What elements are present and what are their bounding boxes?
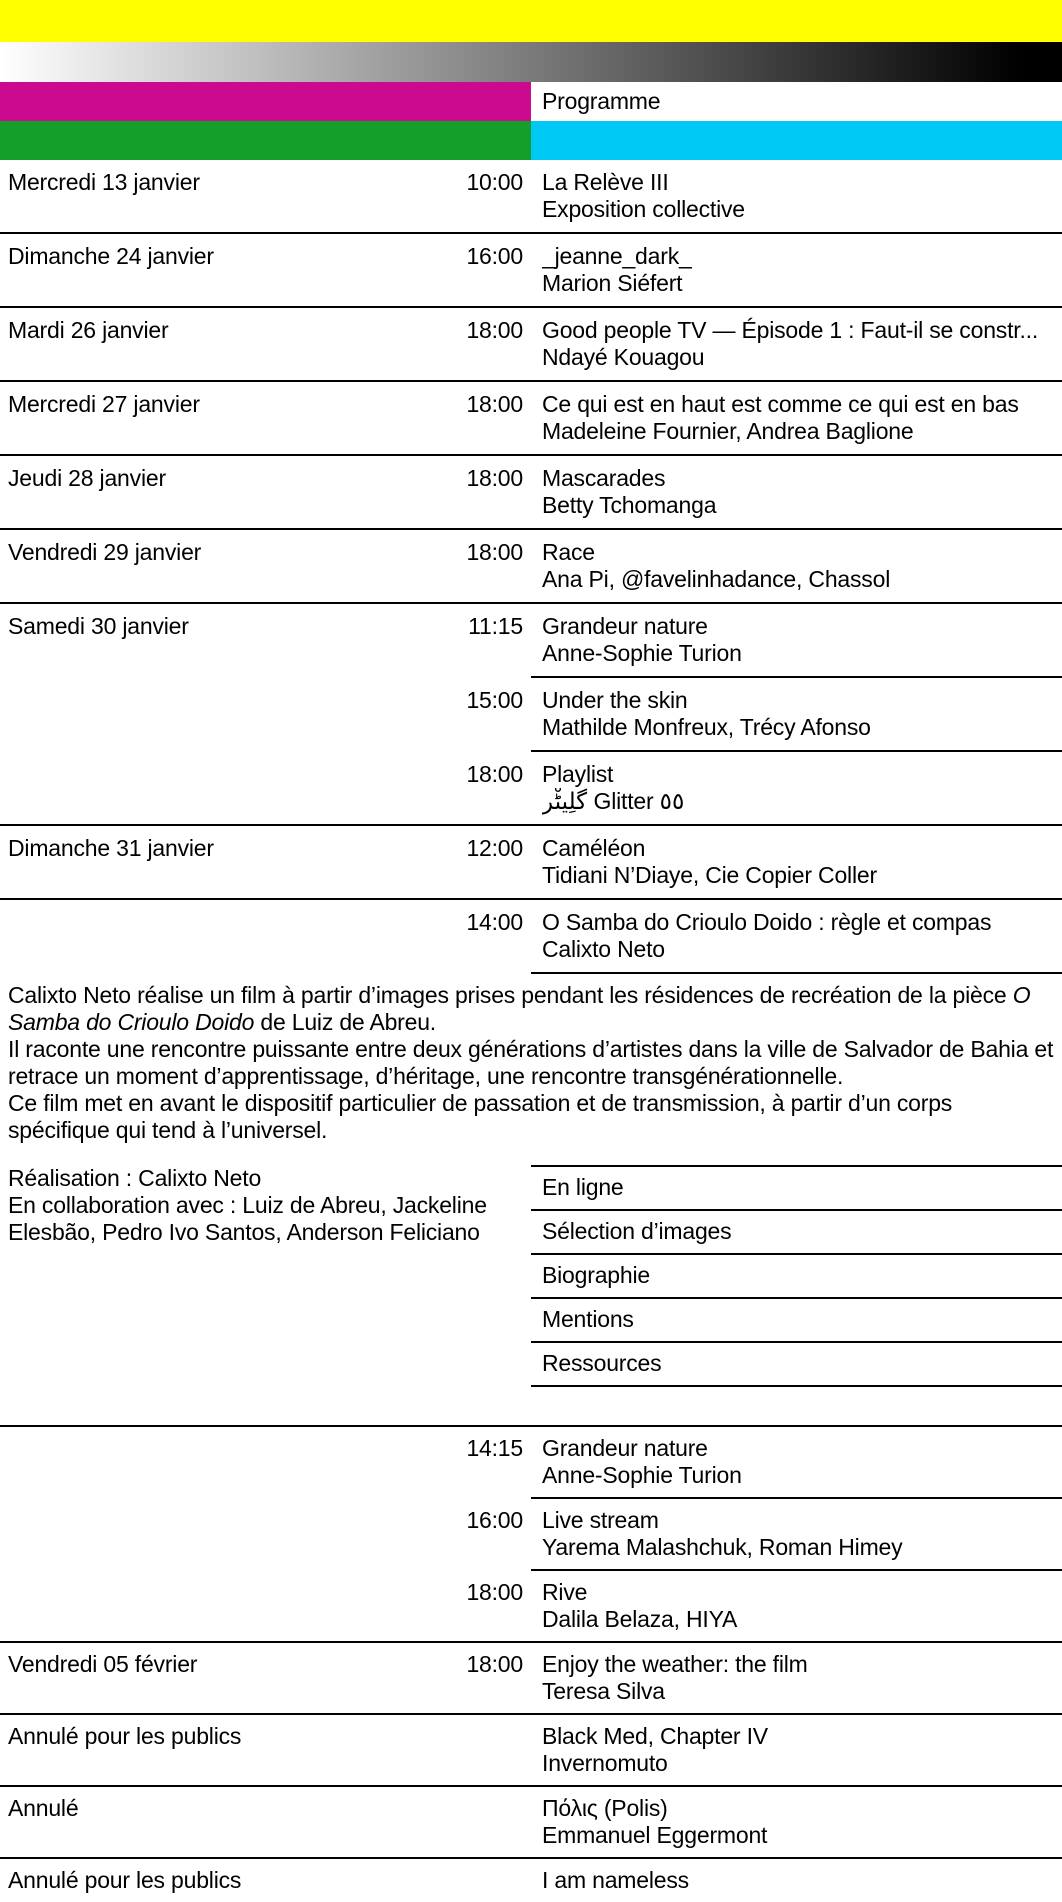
event-date: Annulé — [8, 1795, 79, 1821]
event-time: 14:00 — [466, 909, 523, 935]
event-row[interactable] — [0, 1427, 1062, 1499]
event-artist: Emmanuel Eggermont — [542, 1822, 768, 1848]
event-time: 15:00 — [466, 687, 523, 713]
event-date: Annulé pour les publics — [8, 1723, 242, 1749]
credits-block — [0, 1165, 531, 1246]
event-title: Enjoy the weather: the film — [542, 1651, 808, 1677]
event-row[interactable] — [0, 1499, 1062, 1571]
event-artist: Madeleine Fournier, Andrea Baglione — [542, 418, 914, 444]
programme-table — [0, 160, 1062, 974]
event-row[interactable] — [0, 308, 1062, 382]
event-time — [444, 1859, 523, 1902]
event-time: 18:00 — [466, 317, 523, 343]
event-date — [0, 678, 444, 752]
yellow-bar — [0, 0, 1062, 42]
event-date: Vendredi 29 janvier — [8, 539, 202, 565]
event-artist: Marion Siéfert — [542, 270, 683, 296]
event-title: Mascarades — [542, 465, 666, 491]
event-date: Jeudi 28 janvier — [8, 465, 166, 491]
magenta-block — [0, 82, 531, 121]
event-row[interactable] — [0, 456, 1062, 530]
event-artist: Calixto Neto — [542, 936, 665, 962]
event-artist: Dalila Belaza, HIYA — [542, 1606, 738, 1632]
event-time: 11:15 — [468, 613, 523, 639]
event-date: Vendredi 05 février — [8, 1651, 198, 1677]
event-title: Under the skin — [542, 687, 688, 713]
event-row[interactable] — [0, 752, 1062, 826]
event-artist: Ndayé Kouagou — [542, 344, 705, 370]
event-artist: Invernomuto — [542, 1750, 668, 1776]
event-time: 10:00 — [466, 169, 523, 195]
event-artist: Exposition collective — [542, 196, 745, 222]
event-time: 18:00 — [466, 1651, 523, 1677]
event-artist: Ana Pi, @favelinhadance, Chassol — [542, 566, 891, 592]
event-title: Playlist — [542, 761, 614, 787]
event-time — [444, 1715, 523, 1785]
event-time: 18:00 — [466, 391, 523, 417]
event-row[interactable] — [0, 826, 1062, 900]
credits-collaboration: En collaboration avec : Luiz de Abreu, Jackeline Elesbão, Pedro Ivo Santos, Anderson Feliciano — [8, 1192, 487, 1245]
event-date — [0, 1499, 444, 1571]
event-time: 12:00 — [466, 835, 523, 861]
event-row[interactable] — [0, 900, 1062, 974]
event-artist: Betty Tchomanga — [542, 492, 717, 518]
event-row[interactable] — [0, 1643, 1062, 1715]
description-text: Calixto Neto réalise un film à partir d’images prises pendant les résidences de recréation de la pièce — [8, 982, 1013, 1008]
work-title-italic: O Samba do Crioulo Doido — [8, 982, 1031, 1035]
event-artist: Anne-Sophie Turion — [542, 640, 742, 666]
event-artist: Yarema Malashchuk, Roman Himey — [542, 1534, 903, 1560]
event-row[interactable] — [0, 234, 1062, 308]
event-title: Ce qui est en haut est comme ce qui est en bas — [542, 391, 1019, 417]
green-block — [0, 121, 531, 160]
event-title: Live stream — [542, 1507, 659, 1533]
event-row[interactable] — [0, 1787, 1062, 1859]
event-title: Πόλις (Polis) — [542, 1795, 668, 1821]
event-time: 18:00 — [466, 539, 523, 565]
event-artist: Mathilde Monfreux, Trécy Afonso — [542, 714, 871, 740]
color-band — [0, 121, 1062, 160]
event-title: Grandeur nature — [542, 1435, 708, 1461]
event-time: 14:15 — [466, 1435, 523, 1461]
event-title: La Relève III — [542, 169, 669, 195]
event-artist: گلِیٹْر Glitter ٥٥ — [542, 788, 685, 814]
description-paragraph-3: Ce film met en avant le dispositif particulier de passation et de transmission, à partir d’un corps spécifique qui tend à l’universel. — [8, 1090, 953, 1143]
event-row[interactable] — [0, 160, 1062, 234]
description-paragraph-1 — [8, 982, 1054, 1036]
event-time: 16:00 — [466, 243, 523, 269]
event-artist: Tidiani N’Diaye, Cie Copier Coller — [542, 862, 877, 888]
event-artist: Anne-Sophie Turion — [542, 1462, 742, 1488]
event-title: Race — [542, 539, 595, 565]
event-title: Rive — [542, 1579, 588, 1605]
description-paragraph-2: Il raconte une rencontre puissante entre deux générations d’artistes dans la ville de Salvador de Bahia et retrace un moment d’apprentissage, d’héritage, une rencontre transgénérationnelle. — [8, 1036, 1054, 1089]
event-row[interactable] — [0, 678, 1062, 752]
event-date: Annulé pour les publics — [8, 1867, 242, 1893]
event-date — [0, 752, 444, 824]
event-date: Mardi 26 janvier — [8, 317, 169, 343]
event-row[interactable] — [0, 1859, 1062, 1902]
event-title: _jeanne_dark_ — [542, 243, 692, 269]
programme-table-continued — [0, 1425, 1062, 1902]
link-ressources[interactable]: Ressources — [531, 1343, 1062, 1387]
cyan-block — [531, 121, 1062, 160]
description-text: de Luiz de Abreu. — [254, 1009, 437, 1035]
info-section — [0, 1165, 1062, 1387]
event-date — [0, 900, 444, 974]
event-row[interactable] — [0, 1715, 1062, 1787]
event-title: Black Med, Chapter IV — [542, 1723, 768, 1749]
event-row[interactable] — [0, 382, 1062, 456]
event-row[interactable] — [0, 604, 1062, 678]
event-date: Samedi 30 janvier — [8, 613, 189, 639]
event-time — [444, 1787, 523, 1857]
credits-realisation: Réalisation : Calixto Neto — [8, 1165, 262, 1191]
link-mentions[interactable]: Mentions — [531, 1299, 1062, 1343]
event-date: Dimanche 24 janvier — [8, 243, 214, 269]
event-row[interactable] — [0, 530, 1062, 604]
gradient-bar — [0, 42, 1062, 82]
event-date — [0, 1427, 444, 1499]
page-title: Programme — [542, 88, 661, 114]
event-date: Mercredi 13 janvier — [8, 169, 200, 195]
link-biographie[interactable]: Biographie — [531, 1255, 1062, 1299]
event-title: O Samba do Crioulo Doido : règle et compas — [542, 909, 992, 935]
event-time: 18:00 — [466, 761, 523, 787]
event-date — [0, 1571, 444, 1641]
header-band — [0, 82, 1062, 121]
event-title: Caméléon — [542, 835, 646, 861]
links-list — [531, 1165, 1062, 1387]
event-description — [8, 982, 1054, 1144]
event-title: Good people TV — Épisode 1 : Faut-il se constr... — [542, 317, 1039, 343]
event-title: I am nameless — [542, 1867, 689, 1893]
event-artist: Teresa Silva — [542, 1678, 665, 1704]
event-date: Dimanche 31 janvier — [8, 835, 214, 861]
event-row[interactable] — [0, 1571, 1062, 1643]
event-time: 16:00 — [466, 1507, 523, 1533]
event-time: 18:00 — [466, 1579, 523, 1605]
event-date: Mercredi 27 janvier — [8, 391, 200, 417]
event-title: Grandeur nature — [542, 613, 708, 639]
link-en-ligne[interactable]: En ligne — [531, 1167, 1062, 1211]
link-selection-images[interactable]: Sélection d’images — [531, 1211, 1062, 1255]
event-time: 18:00 — [466, 465, 523, 491]
